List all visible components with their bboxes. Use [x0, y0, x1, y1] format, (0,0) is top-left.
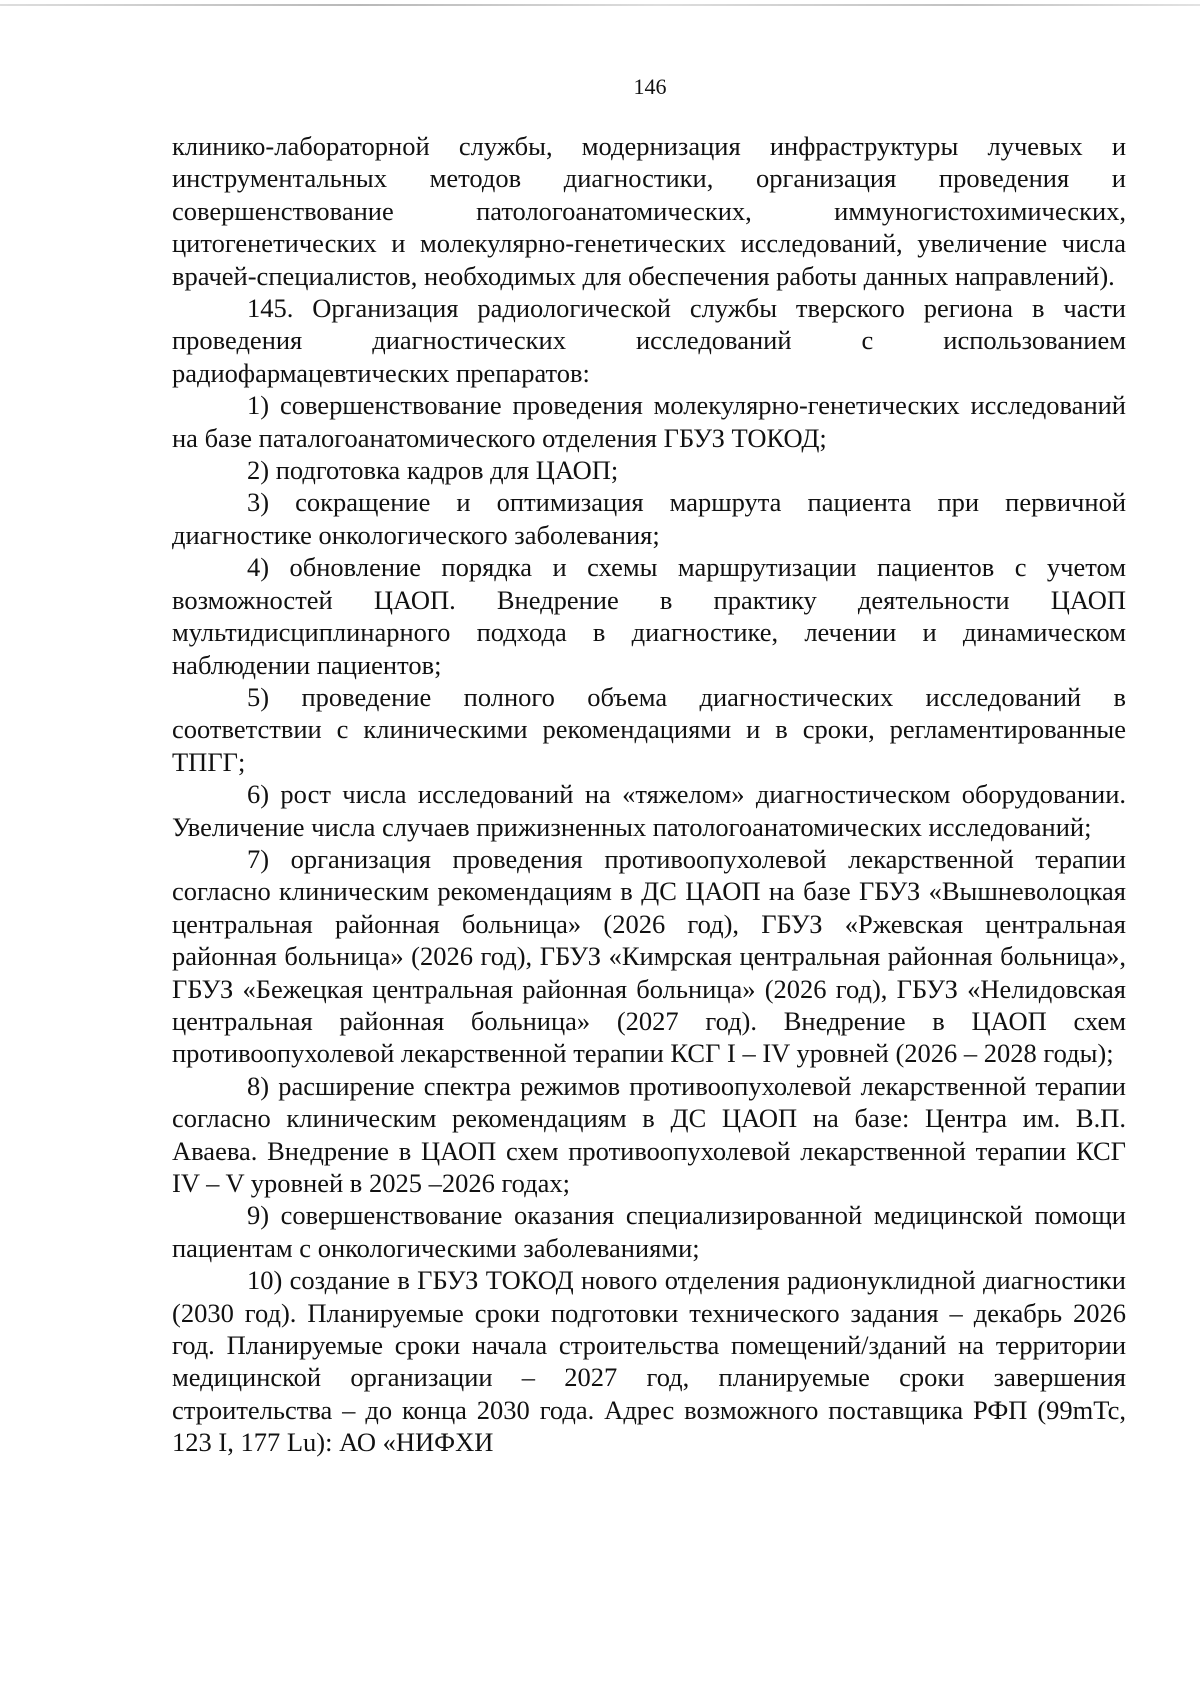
list-item-2: 2) подготовка кадров для ЦАОП; — [247, 455, 619, 486]
list-item-10: 10) создание в ГБУЗ ТОКОД нового отделения радионуклидной диагностики (2030 год). Планируемые сроки подготовки технического задания – декабрь 2026 год. Планируемые сроки начала строительства помещений/зданий на территории медицинской организации – 2027 год, планируемые сроки завершения строительства – до конца 2030 года. Адрес возможного поставщика РФП (99mTc, 123 I, 177 Lu): АО «НИФХИ — [172, 1265, 1126, 1458]
page-number: 146 — [633, 74, 667, 99]
list-item-1: 1) совершенствование проведения молекулярно-генетических исследований на базе паталогоанатомического отделения ГБУЗ ТОКОД; — [172, 390, 1126, 453]
list-item-4: 4) обновление порядка и схемы маршрутизации пациентов с учетом возможностей ЦАОП. Внедрение в практику деятельности ЦАОП мультидисциплинарного подхода в диагностике, лечении и динамическом наблюдении пациентов; — [172, 552, 1126, 680]
list-item-8: 8) расширение спектра режимов противоопухолевой лекарственной терапии согласно клиническим рекомендациям в ДС ЦАОП на базе: Центра им. В.П. Аваева. Внедрение в ЦАОП схем противоопухолевой лекарственной терапии КСГ IV – V уровней в 2025 –2026 годах; — [172, 1070, 1126, 1198]
paragraph-heading-145: 145. Организация радиологической службы тверского региона в части проведения диагностических исследований с использованием радиофармацевтических препаратов: — [172, 293, 1126, 388]
list-item-3: 3) сокращение и оптимизация маршрута пациента при первичной диагностике онкологического заболевания; — [172, 487, 1126, 550]
list-item-9: 9) совершенствование оказания специализированной медицинской помощи пациентам с онкологическими заболеваниями; — [172, 1200, 1126, 1263]
document-body — [172, 130, 1126, 1459]
list-item-5: 5) проведение полного объема диагностических исследований в соответствии с клиническими рекомендациями и в сроки, регламентированные ТПГГ; — [172, 681, 1126, 777]
paragraph-continuation: клинико-лабораторной службы, модернизация инфраструктуры лучевых и инструментальных методов диагностики, организация проведения и совершенствование патологоанатомических, иммуногистохимических, цитогенетических и молекулярно-генетических исследований, увеличение числа врачей-специалистов, необходимых для обеспечения работы данных направлений). — [172, 131, 1126, 291]
scan-top-edge — [0, 4, 1200, 6]
list-item-6: 6) рост числа исследований на «тяжелом» диагностическом оборудовании. Увеличение числа случаев прижизненных патологоанатомических исследований; — [172, 779, 1126, 842]
list-item-7: 7) организация проведения противоопухолевой лекарственной терапии согласно клиническим рекомендациям в ДС ЦАОП на базе ГБУЗ «Вышневолоцкая центральная районная больница» (2026 год), ГБУЗ «Ржевская центральная районная больница» (2026 год), ГБУЗ «Кимрская центральная районная больница», ГБУЗ «Бежецкая центральная районная больница» (2026 год), ГБУЗ «Нелидовская центральная районная больница» (2027 год). Внедрение в ЦАОП схем противоопухолевой лекарственной терапии КСГ I – IV уровней (2026 – 2028 годы); — [172, 843, 1126, 1069]
